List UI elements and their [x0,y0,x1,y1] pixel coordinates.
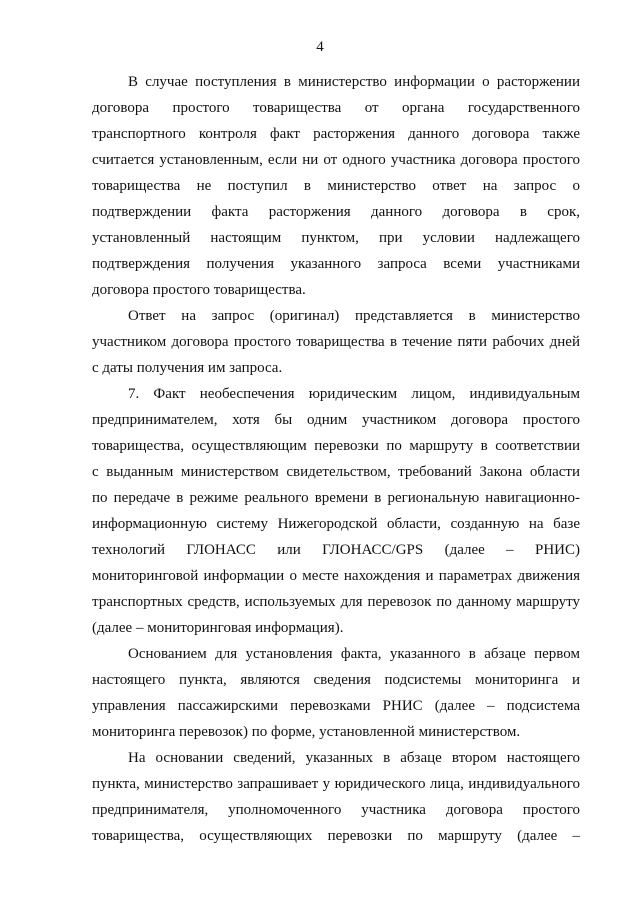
text-line: считается установленным, если ни от одного участника договора простого [92,152,580,168]
text-line: В случае поступления в министерство информации о расторжении [128,74,580,90]
text-line: договора простого товарищества. [92,282,306,298]
text-line: настоящего пункта, являются сведения подсистемы мониторинга и [92,672,580,688]
text-line: На основании сведений, указанных в абзаце втором настоящего [128,750,580,766]
text-line: пункта, министерство запрашивает у юридического лица, индивидуального [92,776,580,792]
text-line: мониторинга перевозок) по форме, установленной министерством. [92,724,521,740]
text-line: управления пассажирскими перевозками РНИС (далее – подсистема [92,698,580,714]
text-line: 7. Факт необеспечения юридическим лицом, индивидуальным [128,386,580,402]
text-line: подтверждении факта расторжения данного договора в срок, [92,204,580,220]
text-line: установленный настоящим пунктом, при условии надлежащего [92,230,580,246]
text-line: товарищества, осуществляющих перевозки по маршруту (далее – [92,828,580,844]
text-line: товарищества не поступил в министерство ответ на запрос о [92,178,580,194]
text-line: транспортных средств, используемых для перевозок по данному маршруту [92,594,580,610]
page-number: 4 [316,39,324,55]
text-line: технологий ГЛОНАСС или ГЛОНАСС/GPS (далее – РНИС) [92,542,580,558]
text-line: предпринимателем, хотя бы одним участником договора простого [92,412,580,428]
text-line: Основанием для установления факта, указанного в абзаце первом [128,646,580,662]
text-line: с даты получения им запроса. [92,360,283,376]
text-line: подтверждения получения указанного запроса всеми участниками [92,256,580,272]
text-line: участником договора простого товарищества в течение пяти рабочих дней [92,334,580,350]
text-line: (далее – мониторинговая информация). [92,620,344,636]
text-line: по передаче в режиме реального времени в региональную навигационно- [92,490,580,506]
text-line: договора простого товарищества от органа государственного [92,100,580,116]
text-line: Ответ на запрос (оригинал) представляется в министерство [128,308,580,324]
text-line: транспортного контроля факт расторжения данного договора также [92,126,580,142]
text-line: с выданным министерством свидетельством, требований Закона области [92,464,580,480]
text-line: мониторинговой информации о месте нахождения и параметрах движения [92,568,580,584]
text-line: предпринимателя, уполномоченного участника договора простого [92,802,580,818]
text-line: информационную систему Нижегородской области, созданную на базе [92,516,580,532]
text-line: товарищества, осуществляющим перевозки по маршруту в соответствии [92,438,580,454]
